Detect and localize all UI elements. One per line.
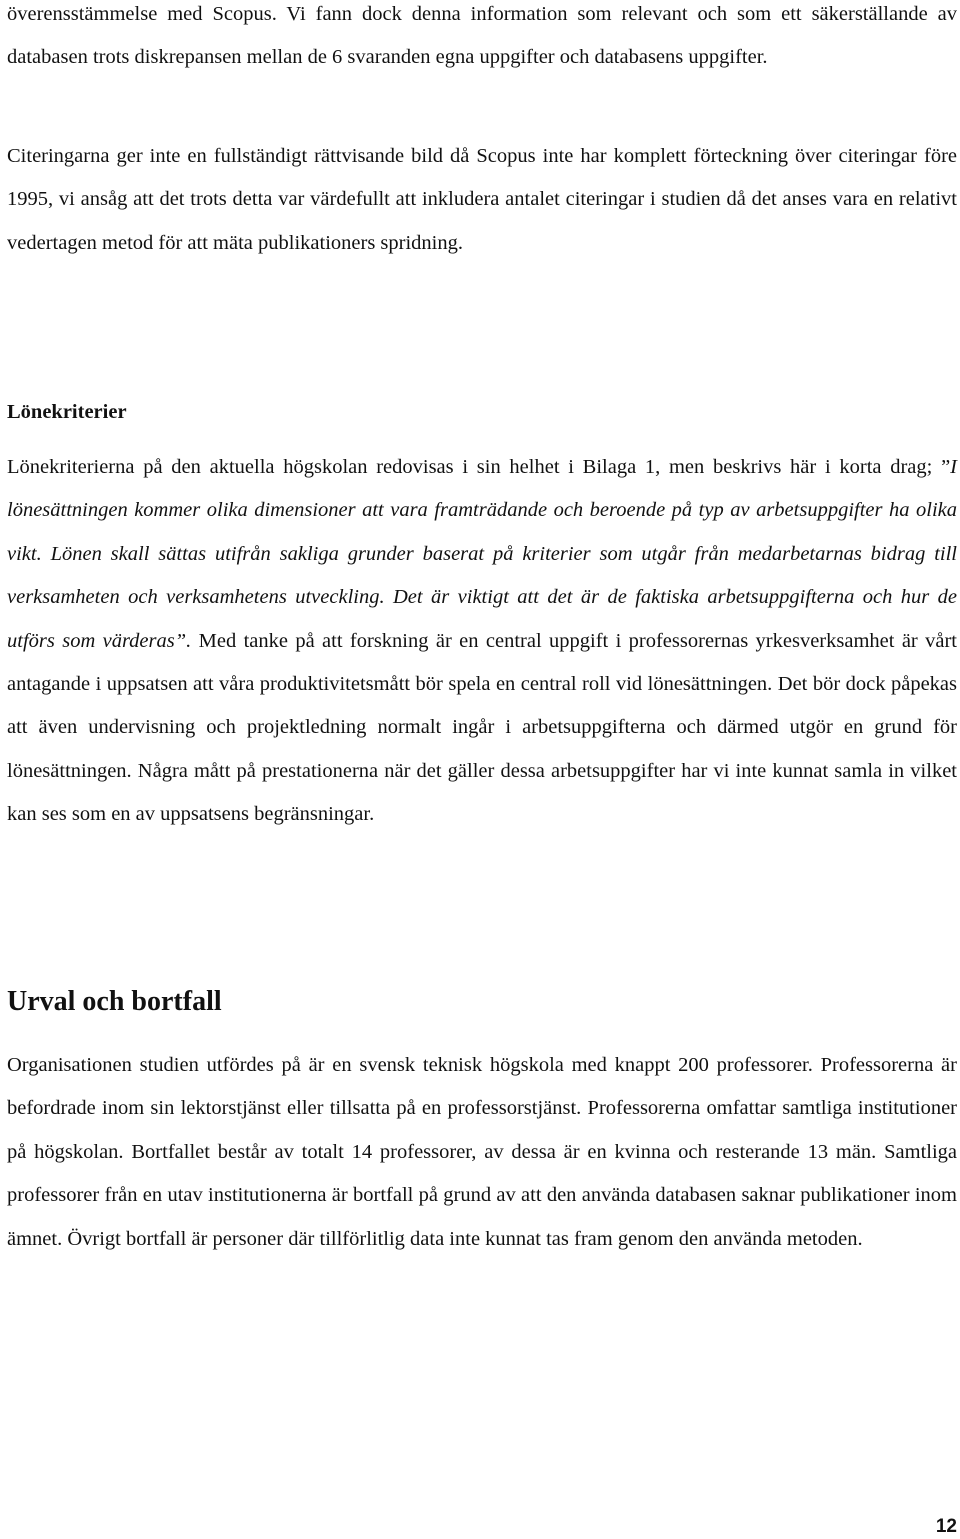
lonekriterier-intro: Lönekriterierna på den aktuella högskolan redovisas i sin helhet i Bilaga 1, men beskrivs här i korta drag; ” — [7, 456, 951, 478]
lonekriterier-quote: I lönesättningen kommer olika dimensioner att vara framträdande och beroende på typ av arbetsuppgifter ha olika vikt. Lönen skall sättas utifrån sakliga grunder baserat på kriterier som utgår från medarbetarnas bidrag till verksamheten och verksamhetens utveckling. Det är viktigt att det är de faktiska arbetsuppgifterna och hur de utförs som värderas”. — [7, 456, 957, 652]
paragraph-scopus-agreement: överensstämmelse med Scopus. Vi fann dock denna information som relevant och som ett säkerställande av databasen trots diskrepansen mellan de 6 svaranden egna uppgifter och databasens uppgifter. — [7, 3, 957, 69]
lonekriterier-rest: Med tanke på att forskning är en central uppgift i professorernas yrkesverksamhet är vårt antagande i uppsatsen att våra produktivitetsmått bör spela en central roll vid lönesättningen. Det bör dock påpekas att även undervisning och projektledning normalt ingår i arbetsuppgifterna och därmed utgör en grund för lönesättningen. Några mått på prestationerna när det gäller dessa arbetsuppgifter har vi inte kunnat samla in vilket kan ses som en av uppsatsens begränsningar. — [7, 629, 957, 826]
heading-urval-och-bortfall: Urval och bortfall — [7, 986, 222, 1017]
page-number: 12 — [935, 1516, 957, 1537]
paragraph-lonekriterier — [7, 446, 957, 837]
paragraph-urval: Organisationen studien utfördes på är en svensk teknisk högskola med knappt 200 professorer. Professorerna är befordrade inom sin lektorstjänst eller tillsatta på en professorstjänst. Professorerna omfattar samtliga institutioner på högskolan. Bortfallet består av totalt 14 professorer, av dessa är en kvinna och resterande 13 män. Samtliga professorer från en utav institutionerna är bortfall på grund av att den använda databasen saknar publikationer inom ämnet. Övrigt bortfall är personer där tillförlitlig data inte kunnat tas fram genom den använda metoden. — [7, 1054, 957, 1250]
heading-lonekriterier: Lönekriterier — [7, 401, 127, 423]
paragraph-citations: Citeringarna ger inte en fullständigt rättvisande bild då Scopus inte har komplett förteckning över citeringar före 1995, vi ansåg att det trots detta var värdefullt att inkludera antalet citeringar i studien då det anses vara en relativt vedertagen metod för att mäta publikationers spridning. — [7, 145, 957, 254]
